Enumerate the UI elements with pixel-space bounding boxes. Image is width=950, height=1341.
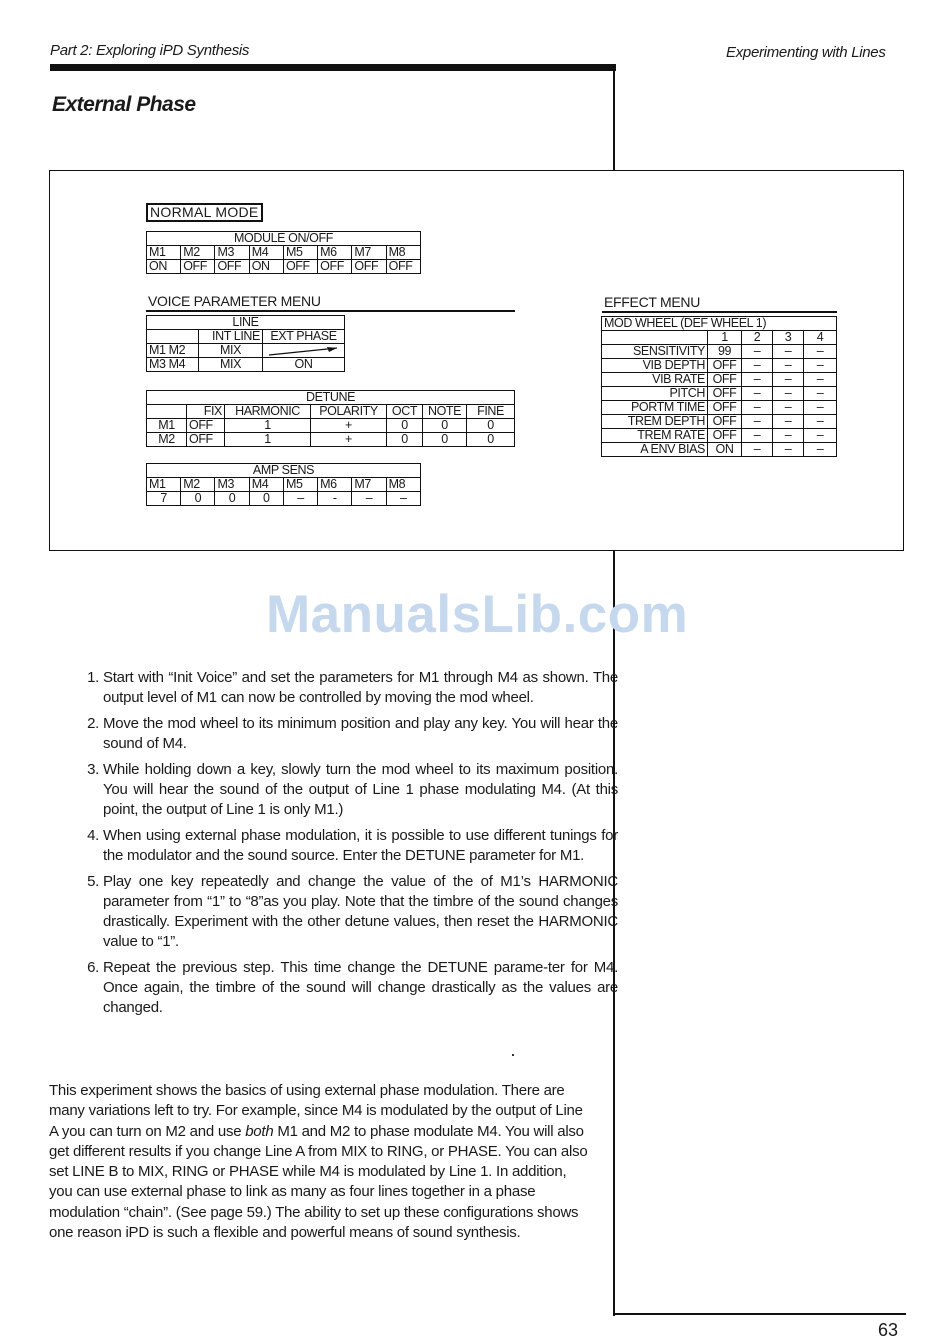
closing-emphasis: both bbox=[245, 1122, 274, 1140]
detune-cell: 0 bbox=[467, 419, 515, 433]
module-cell: M4 bbox=[249, 246, 283, 260]
module-onoff-title: MODULE ON/OFF bbox=[147, 232, 421, 246]
step-item: 3. While holding down a key, slowly turn the mod wheel to its maximum position. You will hear the sound of the output of Line 1 phase modulating M4. (At this point, the output of Line 1 is only M1.) bbox=[103, 760, 618, 820]
amp-value-cell: – bbox=[352, 492, 386, 506]
effect-caption-rule bbox=[602, 311, 837, 313]
watermark: ManualsLib.com bbox=[266, 585, 689, 644]
mod-wheel-title: MOD WHEEL (DEF WHEEL 1) bbox=[602, 317, 837, 331]
detune-cell: 0 bbox=[423, 433, 467, 447]
mod-wheel-row-label: PORTM TIME bbox=[602, 401, 708, 415]
module-cell: M2 bbox=[181, 478, 215, 492]
detune-row bbox=[147, 433, 515, 447]
detune-cell: + bbox=[311, 419, 387, 433]
mod-wheel-table bbox=[601, 316, 837, 457]
detune-header: FINE bbox=[467, 405, 515, 419]
state-cell: OFF bbox=[352, 260, 386, 274]
detune-cell: 0 bbox=[387, 433, 423, 447]
detune-cell: 1 bbox=[225, 433, 311, 447]
module-cell: M5 bbox=[283, 478, 317, 492]
module-cell: M6 bbox=[318, 478, 352, 492]
mod-wheel-cell: – bbox=[773, 401, 804, 415]
mod-wheel-cell: – bbox=[742, 429, 773, 443]
amp-value-cell: – bbox=[386, 492, 420, 506]
mod-wheel-cell: – bbox=[773, 429, 804, 443]
line-table-title: LINE bbox=[147, 316, 345, 330]
running-header-left: Part 2: Exploring iPD Synthesis bbox=[50, 42, 250, 59]
mod-wheel-cell: OFF bbox=[708, 401, 742, 415]
state-cell: OFF bbox=[386, 260, 420, 274]
running-header-right: Experimenting with Lines bbox=[726, 44, 886, 61]
mod-wheel-row bbox=[602, 345, 837, 359]
detune-header-row bbox=[147, 405, 515, 419]
module-cell: M6 bbox=[318, 246, 352, 260]
voice-parameter-menu-caption: VOICE PARAMETER MENU bbox=[148, 293, 321, 309]
amp-value-cell: 0 bbox=[181, 492, 215, 506]
step-item: 4. When using external phase modulation, it is possible to use different tunings for the modulator and the sound source. Enter the DETUNE parameter for M1. bbox=[103, 826, 618, 866]
mod-wheel-cell: OFF bbox=[708, 429, 742, 443]
mod-wheel-cell: – bbox=[742, 401, 773, 415]
line-row-ext-phase: ON bbox=[263, 358, 345, 372]
mod-wheel-cell: – bbox=[804, 373, 837, 387]
step-item: 6. Repeat the previous step. This time change the DETUNE parame-ter for M4. Once again, the timbre of the sound will change drastically as the values are changed. bbox=[103, 958, 618, 1018]
scan-speck bbox=[512, 1054, 514, 1056]
amp-value-cell: – bbox=[283, 492, 317, 506]
module-onoff-states-row bbox=[147, 260, 421, 274]
normal-mode-label: NORMAL MODE bbox=[146, 203, 263, 222]
mod-wheel-column: 4 bbox=[804, 331, 837, 345]
mod-wheel-row bbox=[602, 415, 837, 429]
module-onoff-modules-row bbox=[147, 246, 421, 260]
mod-wheel-cell: – bbox=[804, 387, 837, 401]
mod-wheel-column: 2 bbox=[742, 331, 773, 345]
amp-value-cell: 0 bbox=[249, 492, 283, 506]
mod-wheel-cell: – bbox=[773, 415, 804, 429]
state-cell: OFF bbox=[215, 260, 249, 274]
line-row-label: M3 M4 bbox=[147, 358, 199, 372]
mod-wheel-cell: – bbox=[804, 401, 837, 415]
line-header-int-line: INT LINE bbox=[199, 330, 263, 344]
mod-wheel-cell: – bbox=[742, 387, 773, 401]
amp-sens-values-row bbox=[147, 492, 421, 506]
module-cell: M7 bbox=[352, 246, 386, 260]
closing-text: M1 and M2 to phase modulate M4. You will also get different results if you change Line A from MIX to RING, or PHASE. You can also set LINE B to MIX, RING or PHASE while M4 is modulated by Line 1. In addition, you can use external phase to link as many as four lines together in a phase modulation “chain”. (See page 59.) The ability to set up these configurations shows one reason iPD is such a flexible and powerful means of sound synthesis. bbox=[49, 1122, 588, 1242]
detune-cell: 0 bbox=[387, 419, 423, 433]
step-item: 1. Start with “Init Voice” and set the parameters for M1 through M4 as shown. The output level of M1 can now be controlled by moving the mod wheel. bbox=[103, 668, 618, 708]
section-title: External Phase bbox=[52, 93, 196, 116]
mod-wheel-cell: – bbox=[742, 373, 773, 387]
mod-wheel-cell: – bbox=[742, 345, 773, 359]
detune-cell: + bbox=[311, 433, 387, 447]
detune-header: HARMONIC bbox=[225, 405, 311, 419]
mod-wheel-row-label: VIB RATE bbox=[602, 373, 708, 387]
detune-cell: OFF bbox=[187, 433, 225, 447]
mod-wheel-cell: – bbox=[742, 443, 773, 457]
amp-sens-table bbox=[146, 463, 421, 506]
detune-header: NOTE bbox=[423, 405, 467, 419]
mod-wheel-cell: ON bbox=[708, 443, 742, 457]
mod-wheel-row-label: VIB DEPTH bbox=[602, 359, 708, 373]
mod-wheel-row-label: A ENV BIAS bbox=[602, 443, 708, 457]
state-cell: ON bbox=[147, 260, 181, 274]
amp-sens-title: AMP SENS bbox=[147, 464, 421, 478]
mod-wheel-row-label: TREM DEPTH bbox=[602, 415, 708, 429]
line-table bbox=[146, 315, 345, 372]
detune-row-label: M2 bbox=[147, 433, 187, 447]
mod-wheel-cell: – bbox=[804, 345, 837, 359]
mod-wheel-cell: – bbox=[773, 387, 804, 401]
mod-wheel-row bbox=[602, 443, 837, 457]
line-header-blank bbox=[147, 330, 199, 344]
mod-wheel-cell: 99 bbox=[708, 345, 742, 359]
module-cell: M1 bbox=[147, 478, 181, 492]
state-cell: ON bbox=[249, 260, 283, 274]
detune-row bbox=[147, 419, 515, 433]
amp-value-cell: 7 bbox=[147, 492, 181, 506]
module-cell: M2 bbox=[181, 246, 215, 260]
module-cell: M4 bbox=[249, 478, 283, 492]
mod-wheel-row-label: TREM RATE bbox=[602, 429, 708, 443]
voice-caption-rule bbox=[146, 310, 515, 312]
mod-wheel-cell: – bbox=[804, 429, 837, 443]
mod-wheel-row bbox=[602, 401, 837, 415]
detune-row-label: M1 bbox=[147, 419, 187, 433]
closing-text: This experiment shows the basics of using external phase modulation. There are many variations left to try. For example, since M4 is modulated by the output of Line A you can turn on M2 and use bbox=[49, 1082, 583, 1140]
mod-wheel-cell: – bbox=[804, 415, 837, 429]
step-item: 2. Move the mod wheel to its minimum position and play any key. You will hear the sound of M4. bbox=[103, 714, 618, 754]
detune-cell: 1 bbox=[225, 419, 311, 433]
steps-list bbox=[76, 668, 618, 1024]
mod-wheel-cell: – bbox=[773, 443, 804, 457]
detune-header-blank bbox=[147, 405, 187, 419]
footer-rule bbox=[613, 1313, 906, 1315]
mod-wheel-columns-row bbox=[602, 331, 837, 345]
mod-wheel-cell: – bbox=[742, 415, 773, 429]
mod-wheel-header-blank bbox=[602, 331, 708, 345]
amp-value-cell: - bbox=[318, 492, 352, 506]
state-cell: OFF bbox=[181, 260, 215, 274]
amp-sens-modules-row bbox=[147, 478, 421, 492]
line-row bbox=[147, 344, 345, 358]
mod-wheel-row bbox=[602, 429, 837, 443]
module-cell: M1 bbox=[147, 246, 181, 260]
mod-wheel-row bbox=[602, 373, 837, 387]
detune-cell: 0 bbox=[467, 433, 515, 447]
state-cell: OFF bbox=[318, 260, 352, 274]
detune-cell: OFF bbox=[187, 419, 225, 433]
mod-wheel-cell: – bbox=[804, 443, 837, 457]
module-cell: M5 bbox=[283, 246, 317, 260]
mod-wheel-cell: – bbox=[773, 373, 804, 387]
mod-wheel-row-label: PITCH bbox=[602, 387, 708, 401]
line-row-ext-phase-arrow bbox=[263, 344, 345, 358]
line-row-int-line: MIX bbox=[199, 344, 263, 358]
line-row-label: M1 M2 bbox=[147, 344, 199, 358]
detune-table bbox=[146, 390, 515, 447]
module-onoff-table bbox=[146, 231, 421, 274]
mod-wheel-row-label: SENSITIVITY bbox=[602, 345, 708, 359]
module-cell: M7 bbox=[352, 478, 386, 492]
amp-value-cell: 0 bbox=[215, 492, 249, 506]
detune-header: POLARITY bbox=[311, 405, 387, 419]
detune-header: FIX bbox=[187, 405, 225, 419]
detune-table-title: DETUNE bbox=[147, 391, 515, 405]
closing-paragraph bbox=[49, 1081, 591, 1243]
mod-wheel-cell: – bbox=[773, 359, 804, 373]
module-cell: M3 bbox=[215, 478, 249, 492]
mod-wheel-cell: – bbox=[742, 359, 773, 373]
module-cell: M8 bbox=[386, 246, 420, 260]
mod-wheel-column: 3 bbox=[773, 331, 804, 345]
mod-wheel-cell: – bbox=[773, 345, 804, 359]
header-rule bbox=[50, 64, 616, 71]
module-cell: M3 bbox=[215, 246, 249, 260]
mod-wheel-cell: – bbox=[804, 359, 837, 373]
effect-menu-caption: EFFECT MENU bbox=[604, 294, 700, 310]
detune-header: OCT bbox=[387, 405, 423, 419]
step-item: 5. Play one key repeatedly and change the value of the of M1’s HARMONIC parameter from “1” to “8”as you play. Note that the timbre of the sound changes drastically. Experiment with the other detune values, then reset the HARMONIC value to “1”. bbox=[103, 872, 618, 952]
mod-wheel-row bbox=[602, 359, 837, 373]
mod-wheel-column: 1 bbox=[708, 331, 742, 345]
detune-cell: 0 bbox=[423, 419, 467, 433]
module-cell: M8 bbox=[386, 478, 420, 492]
mod-wheel-cell: OFF bbox=[708, 387, 742, 401]
ext-phase-arrow-icon bbox=[265, 344, 343, 357]
line-row-int-line: MIX bbox=[199, 358, 263, 372]
mod-wheel-row bbox=[602, 387, 837, 401]
line-header-ext-phase: EXT PHASE bbox=[263, 330, 345, 344]
mod-wheel-cell: OFF bbox=[708, 415, 742, 429]
state-cell: OFF bbox=[283, 260, 317, 274]
mod-wheel-cell: OFF bbox=[708, 373, 742, 387]
mod-wheel-cell: OFF bbox=[708, 359, 742, 373]
page-number: 63 bbox=[878, 1320, 899, 1340]
line-row bbox=[147, 358, 345, 372]
